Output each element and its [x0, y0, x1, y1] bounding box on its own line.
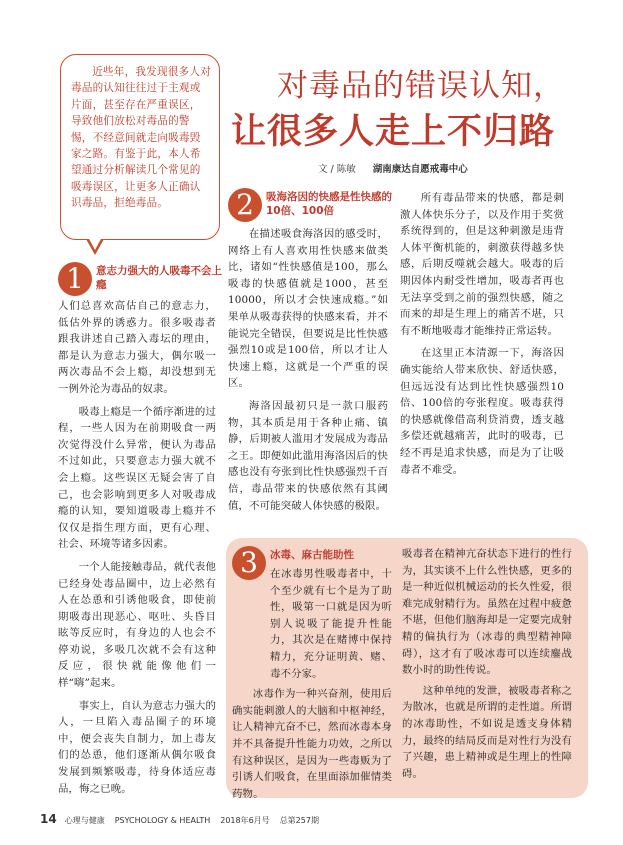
- column-3: [400, 190, 564, 478]
- section-3-paragraph: 在冰毒男性吸毒者中，十个至少就有七个是为了助性，吸第一口就是因为听别人说吸了能提升性能力，其次是在赌博中保持精力，充分证明黄、赌、毒不分家。: [270, 568, 392, 680]
- intro-bubble-tail: [86, 239, 104, 255]
- column-1: [58, 298, 216, 797]
- section-3-paragraph: 这种单纯的发泄，被吸毒者称之为散冰，也就是所谓的走性道。所谓的冰毒助性，不如说是透支身体精力，最终的结局反而是对性行为没有了兴趣，患上精神或是生理上的性障碍。: [402, 684, 572, 780]
- magazine-name-cn: 心理与健康: [64, 816, 105, 825]
- section-3-title: 冰毒、麻古能助性: [270, 549, 354, 561]
- article-title-line-1: 对毒品的错误认知，: [277, 68, 565, 104]
- article-title-line-2: 让很多人走上不归路: [230, 111, 555, 152]
- section-1-paragraph: 吸毒上瘾是一个循序渐进的过程，一些人因为在前期吸食一两次觉得没什么异常，便认为毒品不过如此，只要意志力强大就不会上瘾。这些误区无疑会害了自己，也会影响到更多人对吸毒成瘾的认知，要知道吸毒上瘾并不仅仅是指生理方面，更有心理、社会、环境等诸多因素。: [58, 405, 216, 551]
- issue-date: 2018年6月号: [220, 816, 270, 825]
- section-1-paragraph: 事实上，自认为意志力强大的人，一旦陷入毒品圈子的环境中，便会丧失自制力，加上毒友们的怂恿，他们逐渐从偶尔吸食发展到频繁吸毒，待身体适应毒品，悔之已晚。: [58, 699, 216, 795]
- byline-org: 湖南康达自愿戒毒中心: [372, 164, 468, 175]
- section-1-paragraph: 人们总喜欢高估自己的意志力，低估外界的诱惑力。很多吸毒者跟我讲述自己踏入毒坛的理由，都是认为意志力强大，偶尔吸一两次毒品不会上瘾，却没想到无一例外沦为毒品的奴隶。: [58, 300, 216, 395]
- intro-box: [60, 54, 220, 240]
- page-footer: [40, 812, 329, 826]
- section-3-paragraph: 吸毒者在精神亢奋状态下进行的性行为，其实谈不上什么性快感，更多的是一种近似机械运动的长久性爱，很难完成射精行为。虽然在过程中疲惫不堪，但他们脑海却是一定要完成射精的偏执行为（冰毒的典型精神障碍），这才有了吸冰毒可以连续鏖战数小时的助性传说。: [402, 548, 572, 677]
- section-3-paragraph: 冰毒作为一种兴奋剂，使用后确实能刺激人的大脑和中枢神经，让人精神亢奋不已，然而冰毒本身并不具备提升性能力功效，之所以有这种误区，是因为一些毒贩为了引诱人们吸食，在里面添加催情类药物。: [232, 688, 392, 800]
- column-2: [228, 226, 388, 514]
- section-1-number: 1: [58, 262, 92, 296]
- section-2-paragraph: 所有毒品带来的快感，都是刺激人体快乐分子，以及作用于奖赏系统得到的，但是这种刺激是违背人体平衡机能的，刺激获得越多快感，后期反噬就会越大。吸毒的后期因体内耐受性增加，吸毒者再也无法享受到之前的强烈快感，随之而来的却是生理上的痛苦不堪，只有不断地吸毒才能维持正常运转。: [400, 192, 564, 337]
- section-2-paragraph: 在描述吸食海洛因的感受时，网络上有人喜欢用性快感来做类比，诸如“性快感值是100，那么吸毒的快感值就是1000，甚至10000，所以才会快速成瘾。”如果单从吸毒获得的快感来看，并不能说完全错误，但要说是比性快感强烈10或是100倍，所以才让人快速上瘾，这就是一个严重的误区。: [228, 228, 388, 390]
- page-number: 14: [40, 812, 57, 826]
- section-1-heading: [58, 262, 224, 296]
- column-5: [402, 546, 572, 782]
- section-1-paragraph: 一个人能接触毒品，就代表他已经身处毒品圈中，边上必然有人在怂恿和引诱他吸食，即使前期吸毒出现恶心、呕吐、头昏目眩等反应时，有身边的人也会不停劝说，多吸几次就不会有这种反应，很快就能像他们一样“嗨”起来。: [58, 560, 216, 690]
- intro-text: 近些年，我发现很多人对毒品的认知往往过于主观或片面，甚至存在严重误区，导致他们放松对毒品的警惕，不经意间就走向吸毒毁家之路。有鉴于此，本人希望通过分析解读几个常见的吸毒误区，让更多人正确认识毒品，拒绝毒品。: [71, 66, 211, 210]
- byline-author: 文 / 陈敏: [318, 164, 356, 175]
- section-2-title: 吸海洛因的快感是性快感的10倍、100倍: [266, 191, 392, 217]
- column-4: [232, 566, 392, 802]
- section-1-title: 意志力强大的人吸毒不会上瘾: [96, 265, 222, 291]
- section-2-number: 2: [228, 188, 262, 222]
- section-3-number: 3: [232, 546, 266, 580]
- magazine-name-en: PSYCHOLOGY & HEALTH: [114, 816, 211, 825]
- issue-total: 总第257期: [279, 816, 319, 825]
- section-2-heading: [228, 188, 394, 222]
- byline: [318, 161, 468, 175]
- section-2-paragraph: 海洛因最初只是一款口服药物，其本质是用于各种止痛、镇静，后期被人滥用才发展成为毒品之王。即便如此滥用海洛因后的快感也没有夸张到比性快感强烈千百倍，毒品带来的快感依然有其阈值，不可能突破人体快感的极限。: [228, 399, 388, 512]
- section-2-paragraph: 在这里正本清源一下，海洛因确实能给人带来欣快、舒适快感，但远远没有达到比性快感强烈10倍、100倍的夸张程度。吸毒获得的快感就像借高利贷消费，透支越多偿还就越痛苦，此时的吸毒，已经不再是追求快感，而是为了让吸毒者不难受。: [400, 347, 564, 476]
